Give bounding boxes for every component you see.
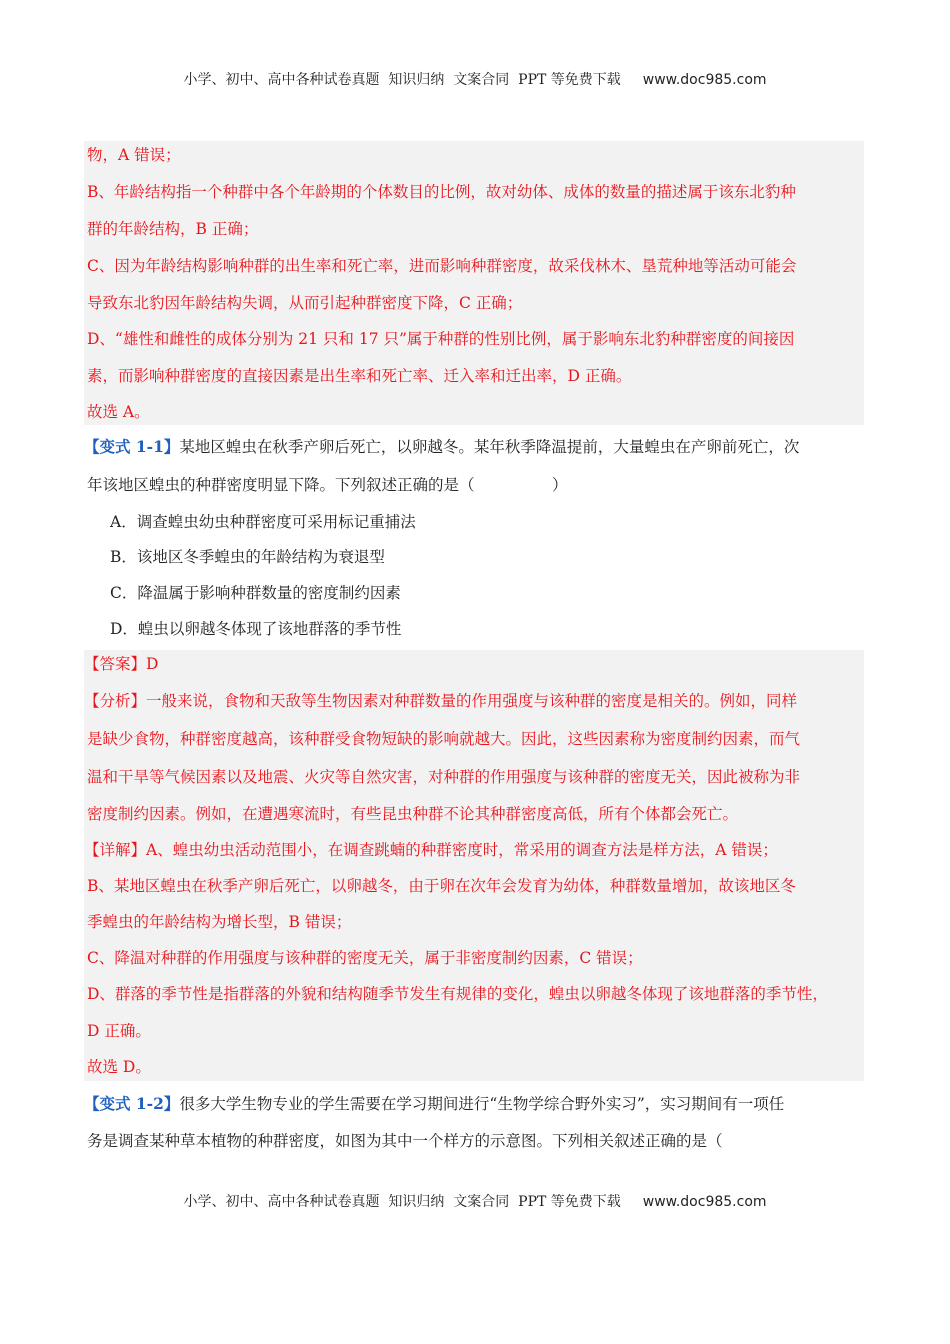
- text-line: 季蝗虫的年龄结构为增长型，B 错误；: [87, 913, 352, 931]
- text-line: A、蝗虫幼虫活动范围小，在调查跳蝻的种群密度时，常采用的调查方法是样方法，A 错误；: [146, 841, 778, 859]
- text-line: 一般来说，食物和天敌等生物因素对种群数量的作用强度与该种群的密度是相关的。例如，同样: [146, 692, 798, 710]
- question-text: 务是调查某种草本植物的种群密度，如图为其中一个样方的示意图。下列相关叙述正确的是（: [87, 1132, 723, 1150]
- page-footer: [0, 1191, 950, 1211]
- text-line: 群的年龄结构，B 正确；: [87, 220, 259, 238]
- analysis-line: [84, 691, 797, 711]
- text-line: D、“雄性和雌性的成体分别为 21 只和 17 只”属于种群的性别比例，属于影响东北豹种群密度的间接因: [87, 330, 795, 348]
- text-line: C、降温对种群的作用强度与该种群的密度无关，属于非密度制约因素，C 错误；: [87, 949, 643, 967]
- answer-value: D: [146, 655, 159, 673]
- text-line: 导致东北豹因年龄结构失调，从而引起种群密度下降，C 正确；: [87, 294, 523, 312]
- question-label: 【变式 1-1】: [84, 437, 180, 456]
- text-line: D 正确。: [87, 1022, 151, 1040]
- text-line: 故选 A。: [87, 403, 150, 421]
- answer-line: [84, 654, 158, 674]
- text-line: 是缺少食物，种群密度越高，该种群受食物短缺的影响就越大。因此，这些因素称为密度制约因素，而气: [87, 730, 801, 748]
- option-a: A．调查蝗虫幼虫种群密度可采用标记重捕法: [110, 513, 416, 531]
- question-text: 年该地区蝗虫的种群密度明显下降。下列叙述正确的是（ ）: [87, 476, 568, 494]
- text-line: D、群落的季节性是指群落的外貌和结构随季节发生有规律的变化，蝗虫以卵越冬体现了该地群落的季节性，: [87, 985, 828, 1003]
- explanation-block-2: [84, 650, 864, 1081]
- text-line: 故选 D。: [87, 1058, 151, 1076]
- question-label: 【变式 1-2】: [84, 1094, 180, 1113]
- footer-text: 小学、初中、高中各种试卷真题 知识归纳 文案合同 PPT 等免费下载: [183, 1194, 621, 1210]
- text-line: 密度制约因素。例如，在遭遇寒流时，有些昆虫种群不论其种群密度高低，所有个体都会死亡。: [87, 805, 739, 823]
- footer-url[interactable]: www.doc985.com: [642, 1194, 767, 1210]
- header-text: 小学、初中、高中各种试卷真题 知识归纳 文案合同 PPT 等免费下载: [183, 72, 621, 88]
- question-1-1: [84, 437, 799, 457]
- option-b: B．该地区冬季蝗虫的年龄结构为衰退型: [110, 548, 385, 566]
- header-url[interactable]: www.doc985.com: [642, 72, 767, 88]
- analysis-label: 【分析】: [84, 692, 147, 710]
- text-line: 温和干旱等气候因素以及地震、火灾等自然灾害，对种群的作用强度与该种群的密度无关，因此被称为非: [87, 768, 801, 786]
- question-1-2: [84, 1094, 784, 1114]
- text-line: 素，而影响种群密度的直接因素是出生率和死亡率、迁入率和迁出率，D 正确。: [87, 367, 632, 385]
- detail-line: [84, 840, 778, 860]
- text-line: 物，A 错误；: [87, 146, 181, 164]
- detail-label: 【详解】: [84, 841, 147, 859]
- option-d: D．蝗虫以卵越冬体现了该地群落的季节性: [110, 620, 402, 638]
- answer-label: 【答案】: [84, 655, 147, 673]
- question-text: 很多大学生物专业的学生需要在学习期间进行“生物学综合野外实习”，实习期间有一项任: [179, 1095, 785, 1113]
- option-c: C．降温属于影响种群数量的密度制约因素: [110, 584, 401, 602]
- question-text: 某地区蝗虫在秋季产卵后死亡，以卵越冬。某年秋季降温提前，大量蝗虫在产卵前死亡，次: [179, 438, 800, 456]
- page-header: [0, 69, 950, 89]
- text-line: C、因为年龄结构影响种群的出生率和死亡率，进而影响种群密度，故采伐林木、垦荒种地等活动可能会: [87, 257, 797, 275]
- text-line: B、某地区蝗虫在秋季产卵后死亡，以卵越冬，由于卵在次年会发育为幼体，种群数量增加，故该地区冬: [87, 877, 796, 895]
- text-line: B、年龄结构指一个种群中各个年龄期的个体数目的比例，故对幼体、成体的数量的描述属于该东北豹种: [87, 183, 796, 201]
